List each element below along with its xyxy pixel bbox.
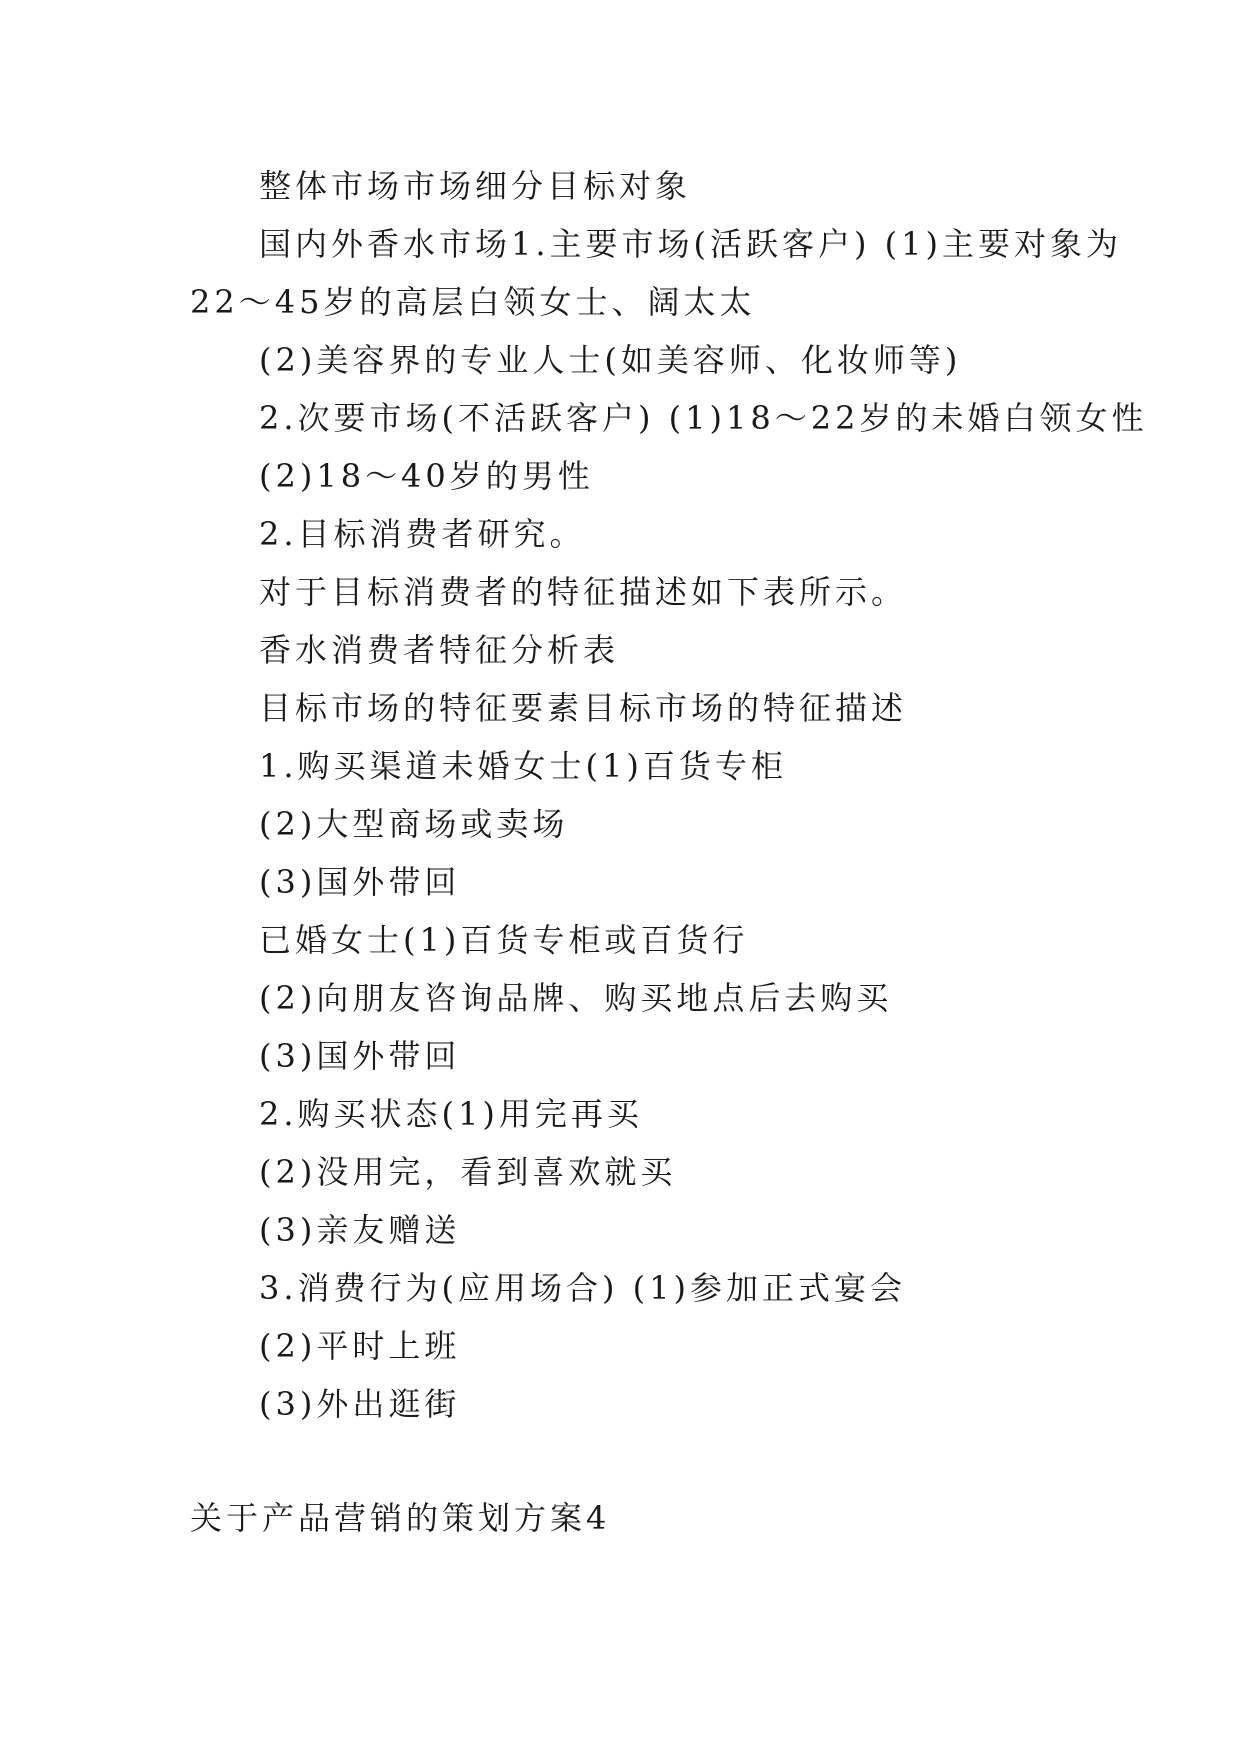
paragraph: 已婚女士(1)百货专柜或百货行: [259, 921, 749, 959]
table-caption: 香水消费者特征分析表: [259, 631, 620, 669]
paragraph: 整体市场市场细分目标对象: [259, 167, 692, 205]
paragraph: 国内外香水市场1.主要市场(活跃客户) (1)主要对象为: [259, 225, 1123, 263]
paragraph: (3)国外带回: [259, 863, 461, 901]
paragraph: (2)平时上班: [259, 1327, 461, 1365]
paragraph: (2)向朋友咨询品牌、购买地点后去购买: [259, 979, 893, 1017]
paragraph: (3)外出逛街: [259, 1385, 461, 1423]
paragraph: 2.目标消费者研究。: [259, 515, 586, 553]
section-heading: 关于产品营销的策划方案4: [190, 1499, 611, 1537]
paragraph: (2)没用完，看到喜欢就买: [259, 1153, 677, 1191]
paragraph: 目标市场的特征要素目标市场的特征描述: [259, 689, 908, 727]
paragraph: (3)国外带回: [259, 1037, 461, 1075]
paragraph: 2.购买状态(1)用完再买: [259, 1095, 643, 1133]
paragraph: 3.消费行为(应用场合) (1)参加正式宴会: [259, 1269, 907, 1307]
paragraph: (3)亲友赠送: [259, 1211, 461, 1249]
paragraph: (2)美容界的专业人士(如美容师、化妆师等): [259, 341, 962, 379]
paragraph: 对于目标消费者的特征描述如下表所示。: [259, 573, 908, 611]
paragraph: 1.购买渠道未婚女士(1)百货专柜: [259, 747, 787, 785]
paragraph: 2.次要市场(不活跃客户) (1)18～22岁的未婚白领女性: [259, 399, 1148, 437]
paragraph: (2)大型商场或卖场: [259, 805, 569, 843]
paragraph: (2)18～40岁的男性: [259, 457, 594, 495]
paragraph-continuation: 22～45岁的高层白领女士、阔太太: [190, 283, 756, 321]
